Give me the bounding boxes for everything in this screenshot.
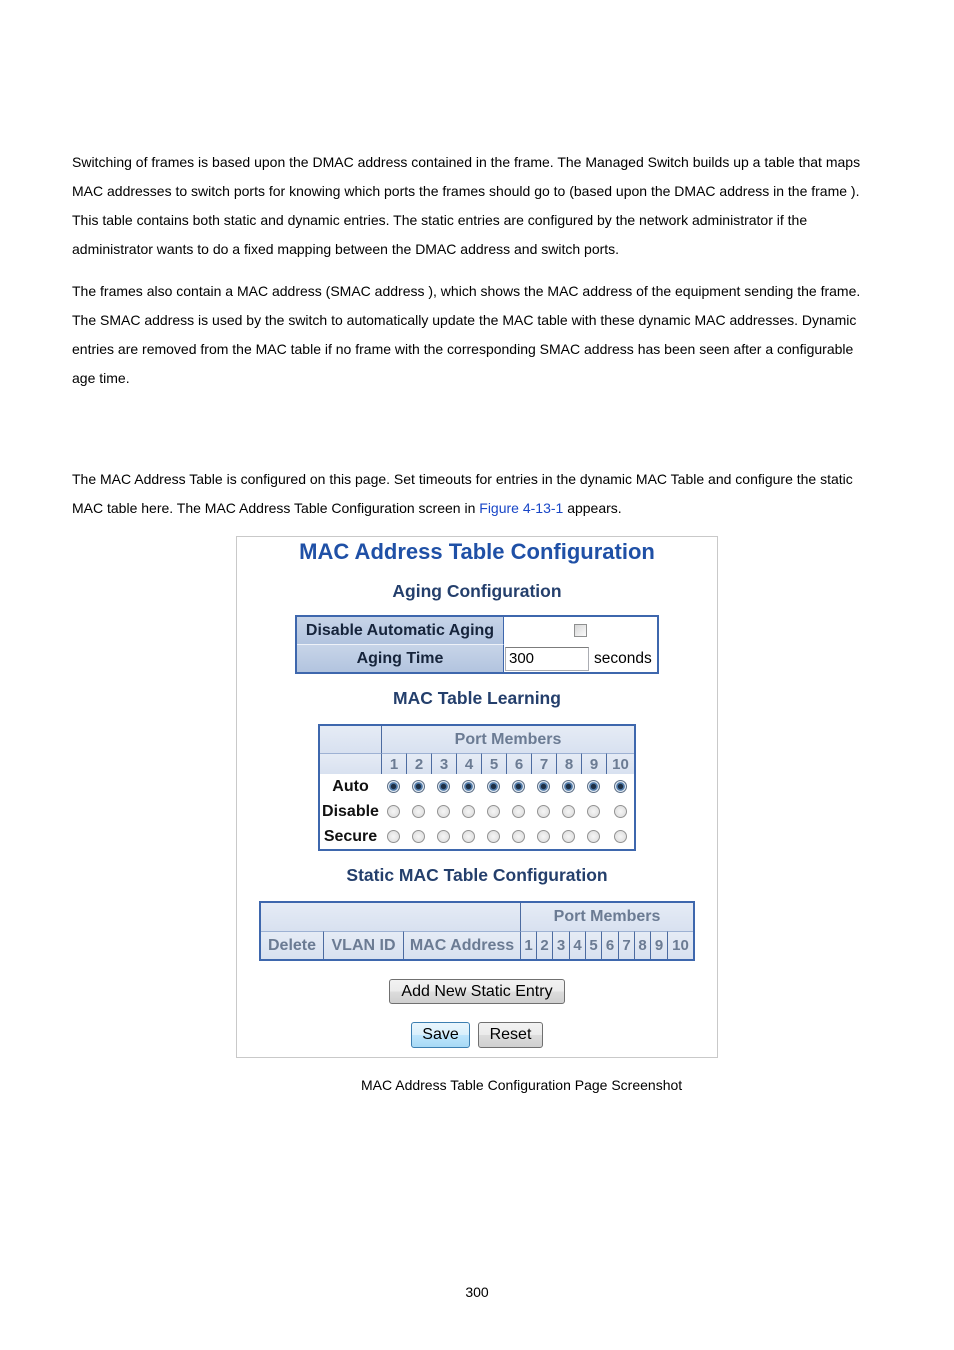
radio-cell [506,824,531,849]
learning-radio-auto-port-4[interactable] [462,780,475,793]
static-header-row [261,903,693,931]
paragraph-line: MAC addresses to switch ports for knowing which ports the frames should go to (based upon the DMAC address in the frame ). [72,183,860,199]
static-mac-table-heading: Static MAC Table Configuration [346,865,608,885]
radio-cell [381,774,406,799]
learning-radio-secure-port-6[interactable] [512,830,525,843]
learning-radio-secure-port-2[interactable] [412,830,425,843]
learning-radio-disable-port-7[interactable] [537,805,550,818]
learning-row-label: Disable [322,802,379,820]
learning-radio-disable-port-9[interactable] [587,805,600,818]
disable-aging-value-cell [504,617,657,645]
radio-cell [456,799,481,824]
radio-cell [581,824,606,849]
learning-row-label: Auto [332,777,369,795]
save-button[interactable]: Save [411,1022,470,1048]
paragraph-line: This table contains both static and dynamic entries. The static entries are configured by the network administrator if the [72,212,808,228]
aging-configuration-table [295,615,659,674]
learning-radio-secure-port-1[interactable] [387,830,400,843]
static-mac-address-header: MAC Address [403,931,520,959]
static-port-members-header: Port Members [520,903,693,931]
paragraph-line: administrator wants to do a fixed mapping between the DMAC address and switch ports. [72,241,620,257]
learning-radio-secure-port-4[interactable] [462,830,475,843]
radio-cell [406,824,431,849]
static-blank-header-cell [261,903,520,931]
radio-cell [481,824,506,849]
learning-radio-disable-port-1[interactable] [387,805,400,818]
radio-cell [531,824,556,849]
radio-cell [481,774,506,799]
learning-radio-disable-port-3[interactable] [437,805,450,818]
learning-port-header: 9 [581,753,606,774]
learning-header-row [320,726,634,753]
learning-row-secure [320,824,634,849]
aging-configuration-heading: Aging Configuration [392,581,562,601]
learning-port-header: 8 [556,753,581,774]
radio-cell [456,824,481,849]
learning-radio-auto-port-3[interactable] [437,780,450,793]
learning-radio-auto-port-7[interactable] [537,780,550,793]
radio-cell [431,824,456,849]
add-new-static-entry-button[interactable]: Add New Static Entry [389,979,565,1004]
static-port-header: 8 [634,931,650,959]
static-column-header-row [261,931,693,959]
paragraph-intro [72,465,853,523]
radio-cell [581,774,606,799]
radio-cell [506,799,531,824]
learning-radio-auto-port-9[interactable] [587,780,600,793]
learning-port-header: 3 [431,753,456,774]
learning-port-number-row [320,753,634,774]
radio-cell [556,799,581,824]
aging-time-row [297,645,657,672]
learning-radio-disable-port-2[interactable] [412,805,425,818]
learning-radio-secure-port-9[interactable] [587,830,600,843]
learning-radio-secure-port-8[interactable] [562,830,575,843]
learning-radio-secure-port-5[interactable] [487,830,500,843]
radio-cell [381,824,406,849]
disable-aging-label: Disable Automatic Aging [297,617,504,645]
learning-port-header: 2 [406,753,431,774]
radio-cell [406,774,431,799]
learning-row-disable [320,799,634,824]
radio-cell [581,799,606,824]
reset-button[interactable]: Reset [478,1022,543,1048]
learning-radio-disable-port-10[interactable] [614,805,627,818]
learning-port-header: 4 [456,753,481,774]
learning-radio-disable-port-5[interactable] [487,805,500,818]
paragraph-line: Switching of frames is based upon the DMAC address contained in the frame. The Managed Switch builds up a table that maps [72,154,861,170]
learning-corner-cell [320,726,381,753]
radio-cell [606,824,634,849]
paragraph-line: The SMAC address is used by the switch to automatically update the MAC table with these dynamic MAC addresses. Dynamic [72,312,857,328]
paragraph-frame-switching [72,148,860,264]
figure-reference-link[interactable]: Figure 4-13-1 [479,500,564,516]
static-mac-table [259,901,695,961]
learning-radio-disable-port-8[interactable] [562,805,575,818]
learning-radio-auto-port-6[interactable] [512,780,525,793]
radio-cell [531,799,556,824]
radio-cell [481,799,506,824]
paragraph-line-with-link [72,494,853,523]
page-title: MAC Address Table Configuration [299,539,655,564]
aging-time-label: Aging Time [297,645,504,672]
learning-radio-secure-port-10[interactable] [614,830,627,843]
learning-port-members-header: Port Members [381,726,634,753]
page-number: 300 [465,1284,489,1300]
aging-time-unit: seconds [594,649,652,667]
learning-radio-disable-port-4[interactable] [462,805,475,818]
learning-port-header: 7 [531,753,556,774]
disable-aging-checkbox[interactable] [574,624,587,637]
static-port-header: 5 [585,931,601,959]
paragraph-line: The MAC Address Table is configured on this page. Set timeouts for entries in the dynamic MAC Table and configure the static [72,471,853,487]
static-port-header: 2 [536,931,552,959]
disable-aging-row [297,617,657,645]
radio-cell [606,774,634,799]
radio-cell [556,774,581,799]
radio-cell [406,799,431,824]
radio-cell [431,774,456,799]
static-port-header: 3 [552,931,569,959]
mac-table-config-screenshot [236,536,718,1058]
learning-corner-cell [320,753,381,774]
static-port-header: 4 [569,931,585,959]
learning-port-header: 6 [506,753,531,774]
mac-table-learning-heading: MAC Table Learning [393,688,561,708]
learning-radio-auto-port-5[interactable] [487,780,500,793]
learning-radio-disable-port-6[interactable] [512,805,525,818]
learning-row-auto [320,774,634,799]
learning-radio-auto-port-8[interactable] [562,780,575,793]
static-port-header: 1 [520,931,536,959]
radio-cell [506,774,531,799]
paragraph-line: The frames also contain a MAC address (SMAC address ), which shows the MAC address of the equipment sending the frame. [72,283,861,299]
aging-time-value-cell [504,645,657,672]
radio-cell [556,824,581,849]
radio-cell [381,799,406,824]
paragraph-line: age time. [72,370,130,386]
radio-cell [606,799,634,824]
figure-caption: MAC Address Table Configuration Page Screenshot [361,1077,683,1093]
static-vlan-id-header: VLAN ID [323,931,403,959]
radio-cell [531,774,556,799]
aging-time-input[interactable] [505,647,589,671]
static-port-header: 6 [601,931,618,959]
radio-cell [456,774,481,799]
learning-port-header: 10 [606,753,634,774]
learning-port-header: 1 [381,753,406,774]
paragraph-line: entries are removed from the MAC table if no frame with the corresponding SMAC address has been seen after a configurable [72,341,854,357]
learning-radio-auto-port-1[interactable] [387,780,400,793]
paragraph-smac-address [72,277,860,393]
learning-radio-auto-port-2[interactable] [412,780,425,793]
learning-radio-secure-port-3[interactable] [437,830,450,843]
static-port-header: 7 [618,931,634,959]
static-delete-header: Delete [261,931,323,959]
learning-row-label: Secure [323,827,378,845]
learning-radio-secure-port-7[interactable] [537,830,550,843]
static-port-header: 9 [650,931,667,959]
radio-cell [431,799,456,824]
static-port-header: 10 [667,931,693,959]
intro-text-before-link: MAC table here. The MAC Address Table Configuration screen in [72,500,480,516]
learning-radio-auto-port-10[interactable] [614,780,627,793]
intro-text-after-link: appears. [563,500,622,516]
mac-learning-table [318,724,636,851]
learning-port-header: 5 [481,753,506,774]
